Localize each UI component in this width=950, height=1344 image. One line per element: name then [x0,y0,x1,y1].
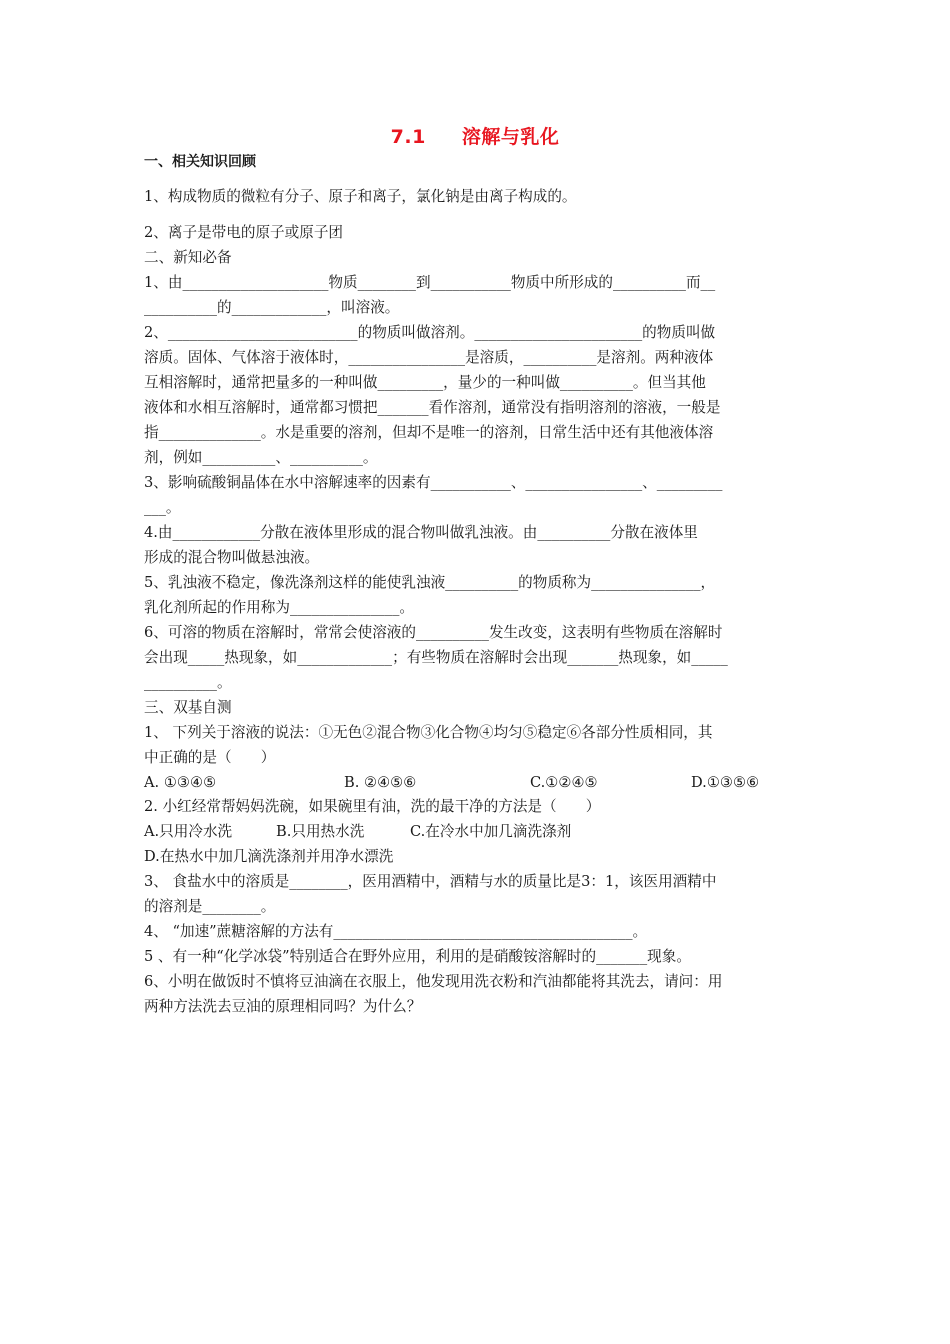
q2-option-c: C.在冷水中加几滴洗涤剂 [410,823,572,840]
text-line: 1、构成物质的微粒有分子、原子和离子，氯化钠是由离子构成的。 [144,188,577,205]
text-line: 互相溶解时，通常把量多的一种叫做_________，量少的一种叫做__________。但当其他 [144,374,706,391]
text-line: 4.由____________分散在液体里形成的混合物叫做乳浊液。由__________分散在液体里 [144,524,698,541]
text-line: 溶质。固体、气体溶于液体时，________________是溶质，__________是溶剂。两种液体 [144,349,714,366]
text-line: 乳化剂所起的作用称为_______________。 [144,599,414,616]
text-line: __________。 [144,674,232,691]
text-line: 5、乳浊液不稳定，像洗涤剂这样的能使乳浊液__________的物质称为_______________， [144,574,716,591]
text-line: 3、影响硫酸铜晶体在水中溶解速率的因素有___________、________________、_________ [144,474,723,491]
text-line: 中正确的是（ ） [144,749,276,766]
text-line: 2、__________________________的物质叫做溶剂。_______________________的物质叫做 [144,324,716,341]
text-line: 的溶剂是________。 [144,898,276,915]
title-text: 溶解与乳化 [461,126,560,148]
q2-option-b: B.只用热水洗 [276,823,365,840]
q1-option-b: B. ②④⑤⑥ [344,774,417,791]
question-5: 5 、有一种“化学冰袋”特别适合在野外应用，利用的是硝酸铵溶解时的_______现象。 [144,948,691,965]
page-title [0,122,950,149]
question-1: 1、 下列关于溶液的说法：①无色②混合物③化合物④均匀⑤稳定⑥各部分性质相同，其 [144,724,713,741]
text-line: 剂，例如__________、__________。 [144,449,378,466]
text-line: 形成的混合物叫做悬浊液。 [144,549,320,566]
text-line: 2、离子是带电的原子或原子团 [144,224,344,241]
section-number: 7.1 [390,126,426,148]
text-line: __________的_____________，叫溶液。 [144,299,400,316]
section-heading-test: 三、双基自测 [144,699,232,716]
q1-option-d: D.①③⑤⑥ [691,774,760,791]
text-line: 液体和水相互溶解时，通常都习惯把_______看作溶剂，通常没有指明溶剂的溶液，一般是 [144,399,721,416]
q1-option-a: A. ①③④⑤ [144,774,217,791]
text-line: 两种方法洗去豆油的原理相同吗？为什么？ [144,998,422,1015]
text-line: 指______________。水是重要的溶剂，但却不是唯一的溶剂，日常生活中还有其他液体溶 [144,424,714,441]
question-3: 3、 食盐水中的溶质是________，医用酒精中，酒精与水的质量比是3：1，该医用酒精中 [144,873,717,890]
text-line: 1、由____________________物质________到___________物质中所形成的__________而__ [144,274,716,291]
text-line: 会出现_____热现象，如_____________；有些物质在溶解时会出现_______热现象，如_____ [144,649,728,666]
q2-option-a: A.只用冷水洗 [144,823,233,840]
q1-option-c: C.①②④⑤ [530,774,598,791]
q2-option-d: D.在热水中加几滴洗涤剂并用净水漂洗 [144,848,394,865]
question-4: 4、 “加速”蔗糖溶解的方法有_________________________________________。 [144,923,648,940]
question-6: 6、小明在做饭时不慎将豆油滴在衣服上，他发现用洗衣粉和汽油都能将其洗去，请问：用 [144,973,723,990]
question-2: 2. 小红经常帮妈妈洗碗，如果碗里有油，洗的最干净的方法是（ ） [144,798,601,815]
text-line: ___。 [144,499,181,516]
section-heading-new: 二、新知必备 [144,249,232,266]
section-heading-review: 一、相关知识回顾 [144,154,256,170]
text-line: 6、可溶的物质在溶解时，常常会使溶液的__________发生改变，这表明有些物质在溶解时 [144,624,723,641]
